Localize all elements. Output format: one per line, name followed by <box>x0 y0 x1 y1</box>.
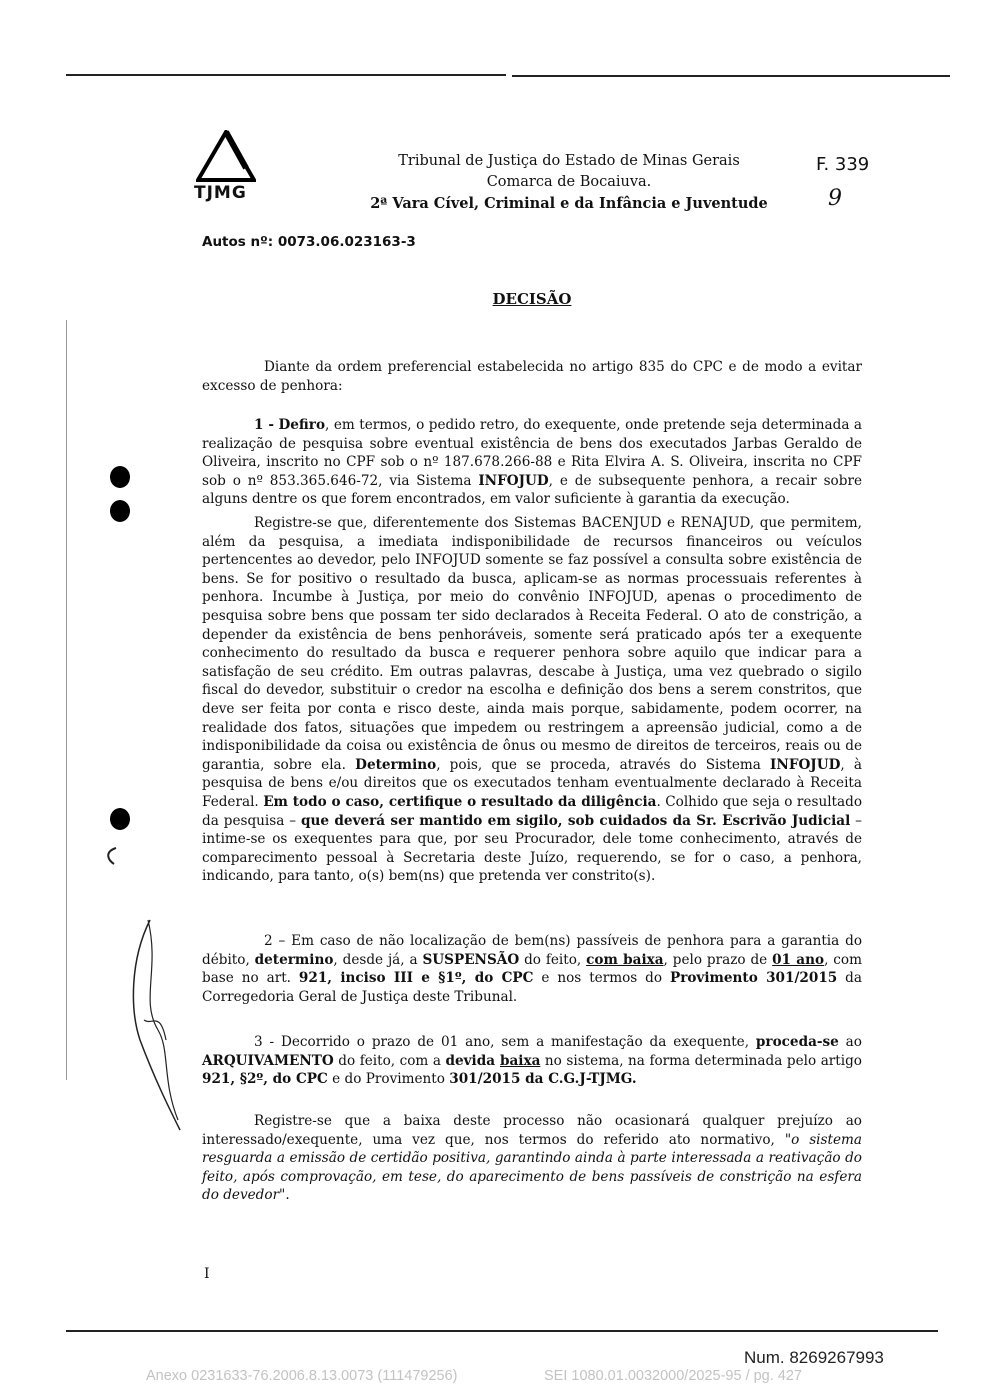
tjmg-logo-icon <box>196 130 256 184</box>
folio-number: F. 339 <box>816 154 870 175</box>
left-margin-line <box>66 320 67 1080</box>
sei-footer: SEI 1080.01.0032000/2025-95 / pg. 427 <box>544 1368 802 1384</box>
signature-scribble-icon <box>100 840 190 1140</box>
court-name: Tribunal de Justiça do Estado de Minas Gerais <box>398 153 740 169</box>
annex-footer: Anexo 0231633-76.2006.8.13.0073 (111479256) <box>146 1368 458 1384</box>
district-name: Comarca de Bocaiuva. <box>486 174 652 190</box>
case-number: Autos nº: 0073.06.023163-3 <box>202 234 416 250</box>
punch-hole <box>110 466 130 488</box>
logo-text: TJMG <box>194 183 247 203</box>
division-name: 2ª Vara Cível, Criminal e da Infância e Juventude <box>370 195 768 212</box>
court-header <box>330 151 808 214</box>
page-number: I <box>204 1266 210 1282</box>
top-rule-right <box>512 75 950 77</box>
punch-hole <box>110 500 130 522</box>
punch-hole <box>110 808 130 830</box>
bottom-rule <box>66 1330 938 1332</box>
item-2-paragraph: 2 – Em caso de não localização de bem(ns) passíveis de penhora para a garantia do débito, determino, desde já, a SUSPENSÃO do feito, com baixa, pelo prazo de 01 ano, com base no art. 921, inciso III e §1º, do CPC e nos termos do Provimento 301/2015 da Corregedoria Geral de Justiça deste Tribunal. <box>202 933 862 1005</box>
item-1-paragraph: 1 - Defiro, em termos, o pedido retro, do exequente, onde pretende seja determinada a realização de pesquisa sobre eventual existência de bens dos executados Jarbas Geraldo de Oliveira, inscrito no CPF sob o nº 187.678.266-88 e Rita Elvira A. S. Oliveira, inscrita no CPF sob o nº 853.365.646-72, via Sistema INFOJUD, e de subsequente penhora, a recair sobre alguns dentre os que forem encontrados, em valor suficiente à garantia da execução. <box>202 417 862 508</box>
registre-paragraph-2: Registre-se que a baixa deste processo não ocasionará qualquer prejuízo ao interessado/exequente, uma vez que, nos termos do referido ato normativo, "o sistema resguarda a emissão de certidão positiva, garantindo ainda à parte interessada a reativação do feito, após comprovação, em tese, do aparecimento de bens passíveis de constrição na esfera do devedor". <box>202 1113 862 1204</box>
top-rule-left <box>66 74 506 76</box>
intro-paragraph: Diante da ordem preferencial estabelecida no artigo 835 do CPC e de modo a evitar excesso de penhora: <box>202 359 862 394</box>
registre-paragraph-1: Registre-se que, diferentemente dos Sistemas BACENJUD e RENAJUD, que permitem, além da pesquisa, a imediata indisponibilidade de recursos financeiros ou veículos pertencentes ao devedor, pelo INFOJUD somente se faz possível a consulta sobre existência de bens. Se for positivo o resultado da busca, aplicam-se as normas processuais referentes à penhora. Incumbe à Justiça, por meio do convênio INFOJUD, apenas o procedimento de pesquisa sobre bens que possam ter sido declarados à Receita Federal. O ato de constrição, a depender da existência de bens penhoráveis, somente será praticado após ter a exequente conhecimento do resultado da busca e requerer penhora sobre aquilo que indicar para a satisfação de seu crédito. Em outras palavras, descabe à Justiça, uma vez quebrado o sigilo fiscal do devedor, substituir o credor na escolha e definição dos bens a serem constritos, que deve ser feita por conta e risco deste, ainda mais porque, sabidamente, podem ocorrer, na realidade dos fatos, situações que impedem ou restringem a apreensão judicial, como a de indisponibilidade da coisa ou existência de ônus ou mesmo de direitos de terceiros, reais ou de garantia, sobre ela. Determino, pois, que se proceda, através do Sistema INFOJUD, à pesquisa de bens e/ou direitos que os executados tenham eventualmente declarado à Receita Federal. Em todo o caso, certifique o resultado da diligência. Colhido que seja o resultado da pesquisa – que deverá ser mantido em sigilo, sob cuidados da Sr. Escrivão Judicial – intime-se os exequentes para que, por seu Procurador, dele tome conhecimento, através de comparecimento pessoal à Secretaria deste Juízo, requerendo, se for o caso, a penhora, indicando, para tanto, o(s) bem(ns) que pretenda ver constrito(s). <box>202 515 863 885</box>
document-title: DECISÃO <box>492 290 572 308</box>
document-num-stamp: Num. 8269267993 <box>744 1348 884 1367</box>
folio-mark: 9 <box>828 186 842 211</box>
item-3-paragraph: 3 - Decorrido o prazo de 01 ano, sem a manifestação da exequente, proceda-se ao ARQUIVAMENTO do feito, com a devida baixa no sistema, na forma determinada pelo artigo 921, §2º, do CPC e do Provimento 301/2015 da C.G.J-TJMG. <box>202 1034 862 1088</box>
